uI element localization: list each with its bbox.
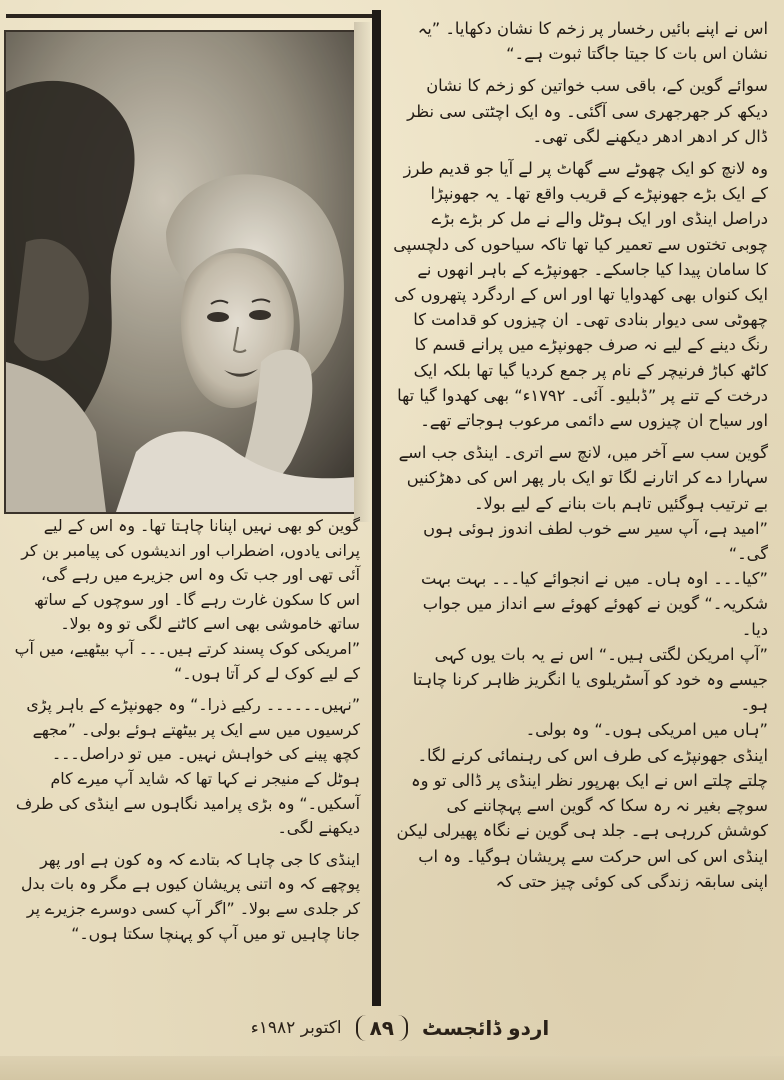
paragraph: اینڈی جھونپڑے کی طرف اس کی رہنمائی کرنے لگا۔ چلتے چلتے اس نے ایک بھرپور نظر اینڈی پر ڈالی تو وہ سوچے بغیر نہ رہ سکا کہ گوین اسے پہچاننے کی کوشش کررہی ہے۔ جلد ہی گوین نے نگاہ پھیرلی لیکن اینڈی اس کی اس حرکت سے پریشان ہوگیا۔ وہ اب اپنی سابقہ زندگی کی کوئی چیز حتی کہ [396, 745, 768, 891]
page-bottom-edge [0, 1056, 784, 1080]
paragraph: اس نے اپنے بائیں رخسار پر زخم کا نشان دکھایا۔ ”یہ نشان اس بات کا جیتا جاگتا ثبوت ہے۔“ [417, 19, 768, 64]
paragraph: ”کیا۔۔۔ اوہ ہاں۔ میں نے انجوائے کیا۔۔۔ بہت بہت شکریہ۔“ گوین نے کھوئے کھوئے سے انداز میں جواب دیا۔ [420, 569, 768, 639]
right-column-text [392, 16, 768, 1008]
left-column-text [14, 514, 360, 992]
paragraph: گوین کو بھی نہیں اپنانا چاہتا تھا۔ وہ اس کے لیے پرانی یادوں، اضطراب اور اندیشوں کی پیامبر بن کر آئی تھی اور جب تک وہ اس جزیرے میں رہے گی، اس کا سکون غارت رہے گا۔ اور سوچوں کے ساتھ ساتھ خاموشی بھی اسے کاٹنے لگی تو وہ بولا۔ ”امریکی کوک پسند کرتے ہیں۔۔۔ آپ بیٹھیے، میں آپ کے لیے کوک لے کر آتا ہوں۔“ [14, 516, 360, 683]
issue-date: اکتوبر ۱۹۸۲ء [250, 1018, 342, 1038]
magazine-title: اردو ڈائجسٹ [421, 1016, 550, 1040]
top-rule [6, 14, 376, 18]
paragraph: گوین سب سے آخر میں، لانچ سے اتری۔ اینڈی جب اسے سہارا دے کر اتارنے لگا تو ایک بار پھر اس کی دھڑکنیں بے ترتیب ہوگئیں تاہم بات بنانے کے لیے بولا۔ [398, 443, 768, 513]
paragraph: ”امید ہے، آپ سیر سے خوب لطف اندوز ہوئی ہوں گی۔“ [423, 518, 768, 564]
paragraph: سوائے گوین کے، باقی سب خواتین کو زخم کا نشان دیکھ کر جھرجھری سی آگئی۔ وہ ایک اچٹتی سی نظر ڈال کر ادھر ادھر دیکھنے لگی تھی۔ [407, 76, 768, 146]
paragraph: وہ لانچ کو ایک چھوٹے سے گھاٹ پر لے آیا جو قدیم طرز کے ایک بڑے جھونپڑے کے قریب واقع تھا۔ یہ جھونپڑا دراصل اینڈی اور ایک ہوٹل والے نے مل کر بڑے بڑے چوبی تختوں سے تعمیر کیا تھا تاکہ سیاحوں کی دلچسپی کا سامان پیدا کیا جاسکے۔ جھونپڑے کے باہر انھوں نے ایک کنواں بھی کھدوایا تھا اور اس کے اردگرد پتھروں کی چھوٹی سی دیوار بنادی تھی۔ ان چیزوں کو قدامت کا رنگ دینے کے لیے نہ صرف جھونپڑے میں پرانے قسم کا کاٹھ کباڑ فرنیچر کے نام پر جمع کردیا گیا تھا بلکہ ایک درخت کے تنے پر ”ڈبلیو۔ آئی۔ ۱۷۹۲ء“ بھی کھدوا گیا تھا اور سیاح ان چیزوں سے دائمی مرعوب ہوجاتے تھے۔ [393, 159, 768, 431]
illustration-photo [4, 30, 358, 514]
paragraph: ”آپ امریکن لگتی ہیں۔“ اس نے یہ بات یوں کہی جیسے وہ خود کو آسٹریلوی یا انگریز ظاہر کرنا چاہتا ہو۔ [412, 644, 768, 715]
illustration-svg [6, 32, 356, 512]
paragraph: ”نہیں۔۔۔۔۔۔ رکیے ذرا۔“ وہ جھونپڑے کے باہر پڑی کرسیوں میں سے ایک پر بیٹھتے ہوئے بولی۔ ”مجھے کچھ پینے کی خواہش نہیں۔ میں تو دراصل۔۔۔ ہوٹل کے منیجر نے کہا تھا کہ شاید آپ میرے کام آسکیں۔“ وہ بڑی پرامید نگاہوں سے اینڈی کی طرف دیکھنے لگی۔ [15, 695, 360, 838]
page-footer [190, 1008, 610, 1048]
page-number: ۸۹ [356, 1015, 408, 1041]
photo-margin [354, 22, 370, 522]
column-divider [372, 10, 381, 1006]
paragraph: اینڈی کا جی چاہا کہ بتادے کہ وہ کون ہے اور پھر پوچھے کہ وہ اتنی پریشان کیوں ہے مگر وہ بات بدل کر جلدی سے بولا۔ ”اگر آپ کسی دوسرے جزیرے پر جانا چاہیں تو میں آپ کو پہنچا سکتا ہوں۔“ [20, 849, 360, 943]
paragraph: ”ہاں میں امریکی ہوں۔“ وہ بولی۔ [525, 720, 768, 740]
